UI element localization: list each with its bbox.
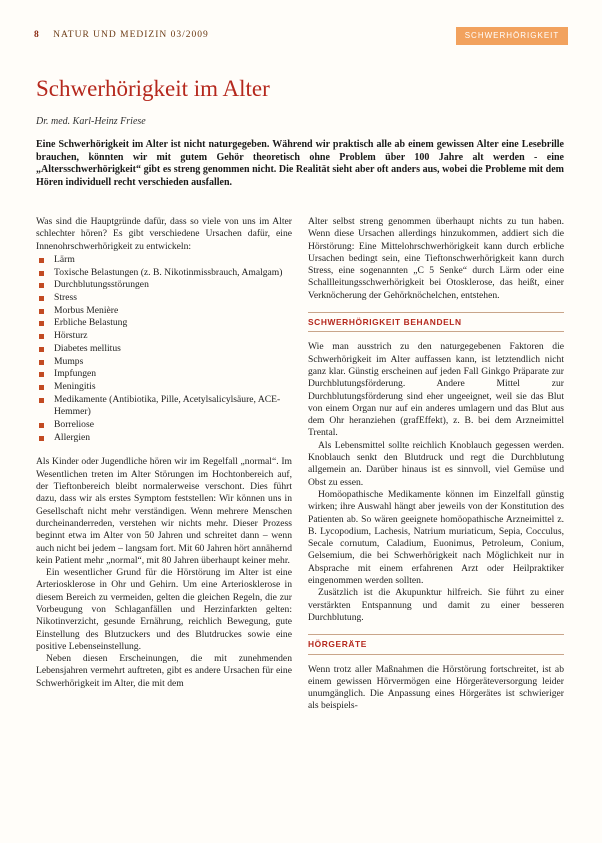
list-item: Erbliche Belastung xyxy=(36,317,292,330)
list-item: Toxische Belastungen (z. B. Nikotinmissbrauch, Amalgam) xyxy=(36,267,292,280)
article-author: Dr. med. Karl-Heinz Friese xyxy=(36,116,146,127)
list-item: Morbus Menière xyxy=(36,305,292,318)
list-item: Allergien xyxy=(36,432,292,445)
list-item: Impfungen xyxy=(36,368,292,381)
list-item: Durchblutungsstörungen xyxy=(36,279,292,292)
list-item: Borreliose xyxy=(36,419,292,432)
causes-list xyxy=(36,254,292,445)
list-item: Medikamente (Antibiotika, Pille, Acetylsalicylsäure, ACE-Hemmer) xyxy=(36,394,292,419)
list-item: Hörsturz xyxy=(36,330,292,343)
list-item: Diabetes mellitus xyxy=(36,343,292,356)
section-heading-hoergeraete: HÖRGERÄTE xyxy=(308,634,564,654)
body-paragraph: Wie man ausstrich zu den naturgegebenen Faktoren die Schwerhörigkeit im Alter auffassen kann, ist letztendlich nicht ganz klar. Günstig erscheinen auf jeden Fall Ginkgo Präparate zur Durchblutungsförderung. Andere Mittel zur Durchblutungsförderung sind eher ungeeignet, weil sie das Blut von einem Organ nur auf ein anderes umlagern und das Blut aus dem Ohr heranziehen (grafEffekt), z. B. bei dem Arzneimittel Trental. xyxy=(308,341,564,439)
magazine-name: NATUR UND MEDIZIN 03/2009 xyxy=(53,30,209,40)
right-column xyxy=(308,216,564,713)
body-paragraph: Wenn trotz aller Maßnahmen die Hörstörung fortschreitet, ist ab einem gewissen Hörvermögen eine Hörgeräteversorgung leider unumgänglich. Die Anpassung eines Hörgerätes ist schwieriger als beispiels- xyxy=(308,663,564,712)
body-paragraph: Homöopathische Medikamente können im Einzelfall günstig wirken; ihre Auswahl hängt aber jeweils von der Konstitution des Patienten ab. So wären geeignete homöopathische Arzneimittel z. B. Lycopodium, Lachesis, Natrium muriaticum, Sepia, Cocculus, Secale cornutum, Caladium, Euonimus, Petroleum, Conium, Gelsemium, die bei Schwerhörigkeit nach Möglichkeit nur in Absprache mit einem erfahrenen Arzt oder Heilpraktiker eingenommen werden sollten. xyxy=(308,488,564,587)
body-paragraph: Neben diesen Erscheinungen, die mit zunehmenden Lebensjahren vermehrt auftreten, gibt es andere Ursachen für eine Schwerhörigkeit im Alter, die mit dem xyxy=(36,653,292,689)
body-paragraph: Ein wesentlicher Grund für die Hörstörung im Alter ist eine Arteriosklerose in Ohr und Gehirn. Um eine Arteriosklerose in diesem Bereich zu vermeiden, gelten die gleichen Regeln, die zur Vorbeugung von Schlaganfällen und Herzinfarkten gelten: Nikotinverzicht, gesunde Ernährung, reichlich Bewegung, gute Einstellung des Blutzuckers und des Blutdruckes sowie eine positive Lebenseinstellung. xyxy=(36,567,292,652)
body-paragraph: Als Kinder oder Jugendliche hören wir im Regelfall „normal“. Im Wesentlichen treten im Alter Störungen im Hochtonbereich auf, der Tieftonbereich bleibt normalerweise verschont. Dies führt dazu, dass wir als erstes Symptom feststellen: Wir können uns in Gesellschaft nicht mehr verständigen. Wenn mehrere Menschen durcheinanderreden, verstehen wir nichts mehr. Dieser Prozess beginnt etwa im Alter von 50 Jahren und schreitet dann – wenn auch nicht bei jedem – langsam fort. Mit 60 Jahren hört annähernd kein Patient mehr „normal“, mit 80 Jahren überhaupt keiner mehr. xyxy=(36,456,292,566)
article-lead: Eine Schwerhörigkeit im Alter ist nicht naturgegeben. Während wir praktisch alle ab einem gewissen Alter eine Lesebrille brauchen, könnten wir mit gutem Gehör theoretisch ohne Problem über 100 Jahre alt werden - eine „Altersschwerhörigkeit“ gibt es streng genommen nicht. Die Realität sieht aber oft anders aus, wobei die Probleme mit dem Hören individuell recht verschieden ausfallen. xyxy=(36,139,564,188)
intro-paragraph: Was sind die Hauptgründe dafür, dass so viele von uns im Alter schlechter hören? Es gibt verschiedene Ursachen dafür, eine Innenohrschwerhörigkeit zu entwickeln: xyxy=(36,216,292,252)
list-item: Mumps xyxy=(36,356,292,369)
header-left xyxy=(34,30,209,40)
left-column xyxy=(36,216,292,690)
body-paragraph: Zusätzlich ist die Akupunktur hilfreich. Sie führt zu einer verstärkten Entspannung und damit zu einer besseren Durchblutung. xyxy=(308,587,564,623)
body-paragraph: Alter selbst streng genommen überhaupt nichts zu tun haben. Wenn diese Ursachen allerdings hinzukommen, addiert sich die Hörstörung: Eine Mittelohrschwerhörigkeit kann durch erbliche Ursachen bedingt sein, eine Tieftonschwerhörigkeit kann durch Stress, eine sogenannten „C 5 Senke“ durch Lärm oder eine Schallleitungsschwerhörigkeit bei Otosklerose, das heißt, einer Verknöcherung der Gehörknöchelchen, entstehen. xyxy=(308,216,564,301)
section-badge: SCHWERHÖRIGKEIT xyxy=(456,27,568,45)
section-heading-behandeln: SCHWERHÖRIGKEIT BEHANDELN xyxy=(308,312,564,332)
page-header xyxy=(34,30,568,44)
list-item: Lärm xyxy=(36,254,292,267)
list-item: Stress xyxy=(36,292,292,305)
page-number: 8 xyxy=(34,30,40,40)
list-item: Meningitis xyxy=(36,381,292,394)
article-title: Schwerhörigkeit im Alter xyxy=(36,76,270,101)
body-paragraph: Als Lebensmittel sollte reichlich Knoblauch gegessen werden. Knoblauch senkt den Blutdruck und regt die Durchblutung allgemein an. Darüber hinaus ist es sinnvoll, viel Gemüse und Obst zu essen. xyxy=(308,439,564,488)
